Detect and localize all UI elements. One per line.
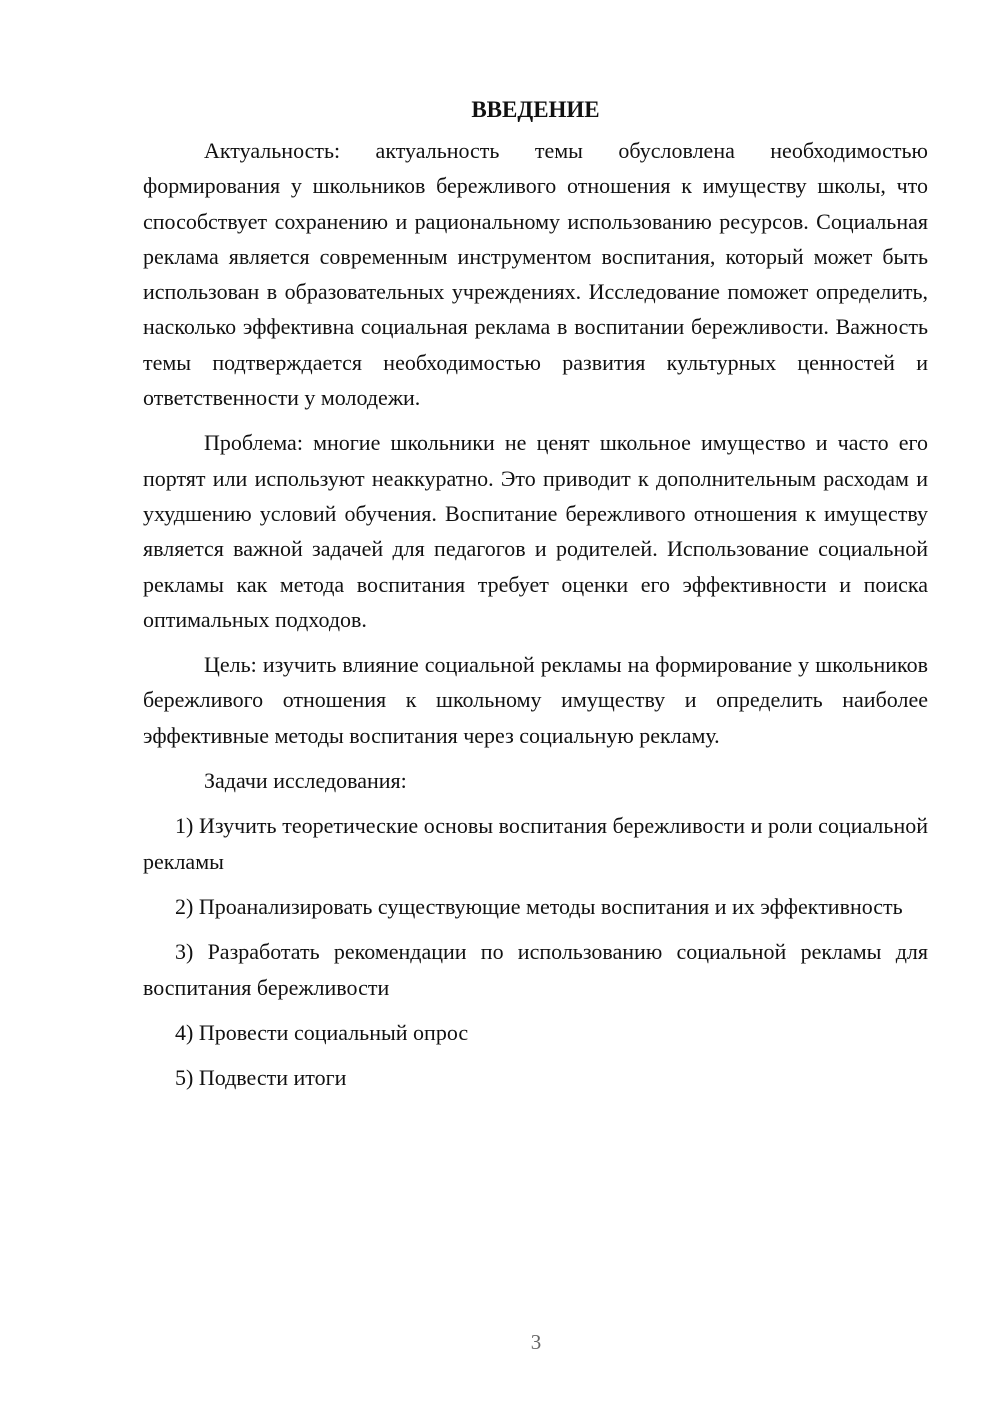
task-item: 4) Провести социальный опрос bbox=[175, 1019, 469, 1045]
section-title: ВВЕДЕНИЕ bbox=[471, 97, 600, 122]
problem-paragraph: Проблема: многие школьники не ценят школьное имущество и часто его портят или используют неаккуратно. Это приводит к дополнительным расходам и ухудшению условий обучения. Воспитание бережливого отношения к имуществу является важной задачей для педагогов и родителей. Использование социальной рекламы как метода воспитания требует оценки его эффективности и поиска оптимальных подходов. bbox=[143, 430, 928, 632]
goal-paragraph: Цель: изучить влияние социальной рекламы на формирование у школьников бережливого отношения к школьному имуществу и определить наиболее эффективные методы воспитания через социальную рекламу. bbox=[143, 652, 928, 748]
relevance-paragraph: Актуальность: актуальность темы обусловлена необходимостью формирования у школьников бережливого отношения к имуществу школы, что способствует сохранению и рациональному использованию ресурсов. Социальная реклама является современным инструментом воспитания, который может быть использован в образовательных учреждениях. Исследование поможет определить, насколько эффективна социальная реклама в воспитании бережливости. Важность темы подтверждается необходимостью развития культурных ценностей и ответственности у молодежи. bbox=[143, 138, 928, 411]
task-item: 5) Подвести итоги bbox=[175, 1065, 347, 1091]
task-item: 3) Разработать рекомендации по использованию социальной рекламы для воспитания бережливости bbox=[143, 939, 928, 1000]
tasks-heading: Задачи исследования: bbox=[204, 768, 407, 794]
document-page bbox=[143, 92, 928, 1105]
page-number: 3 bbox=[530, 1330, 542, 1354]
task-item: 2) Проанализировать существующие методы воспитания и их эффективность bbox=[175, 893, 903, 919]
task-item: 1) Изучить теоретические основы воспитания бережливости и роли социальной рекламы bbox=[143, 813, 928, 874]
